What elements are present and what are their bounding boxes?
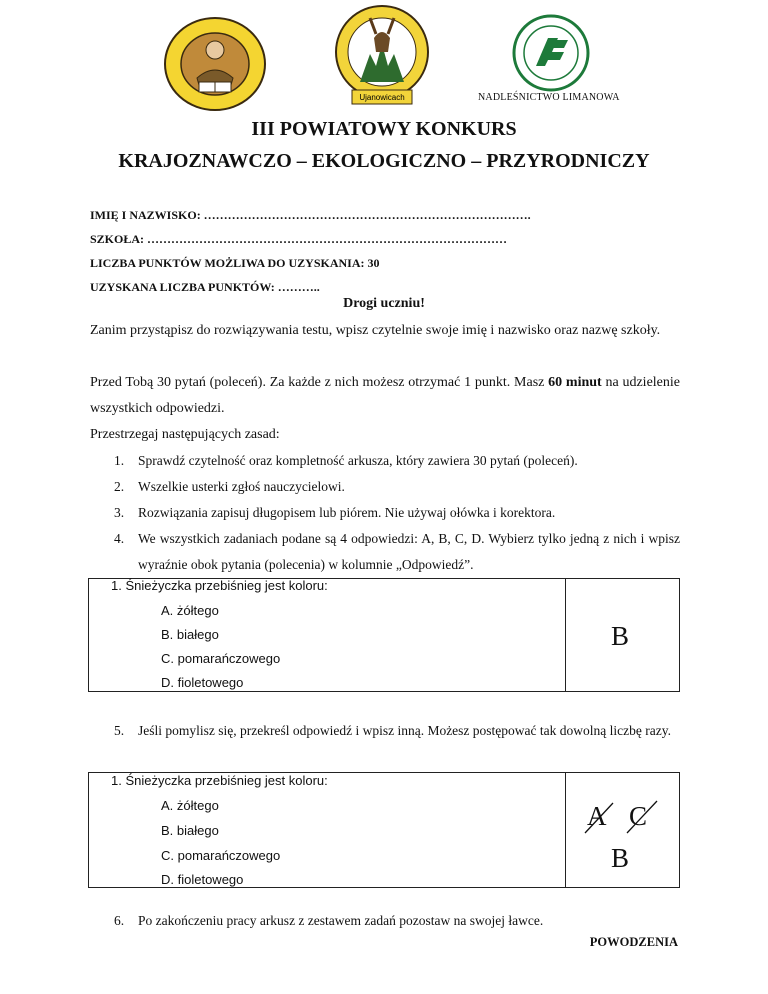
- intro-paragraph-1: Zanim przystąpisz do rozwiązywania testu, wpisz czytelnie swoje imię i nazwisko oraz nazwę szkoły.: [90, 323, 661, 338]
- intro-paragraph-3: Przestrzegaj następujących zasad:: [90, 427, 280, 442]
- example-box-1: [88, 578, 680, 692]
- example-1-question: 1. Śnieżyczka przebiśnieg jest koloru:: [111, 578, 328, 593]
- page-subtitle: KRAJOZNAWCZO – EKOLOGICZNO – PRZYRODNICZY: [118, 150, 650, 172]
- example-1-option-d: D. fioletowego: [161, 675, 244, 690]
- example-box-2: [88, 772, 680, 888]
- example-2-option-c: C. pomarańczowego: [161, 848, 281, 863]
- rule-5: 5. Jeśli pomylisz się, przekreśl odpowiedź i wpisz inną. Możesz postępować tak dowolną liczbę razy.: [114, 723, 671, 738]
- intro-paragraph-2: Przed Tobą 30 pytań (poleceń). Za każde z nich możesz otrzymać 1 punkt. Masz 60 minut na udzielenie wszystkich odpowiedzi.: [90, 375, 680, 416]
- greeting: Drogi uczniu!: [343, 296, 425, 311]
- example-2-question: 1. Śnieżyczka przebiśnieg jest koloru:: [111, 773, 328, 788]
- nadlesnictwo-label: NADLEŚNICTWO LIMANOWA: [478, 92, 620, 103]
- name-field: IMIĘ I NAZWISKO: ……………………………………………………………………….: [90, 208, 531, 222]
- example-1-option-c: C. pomarańczowego: [161, 651, 281, 666]
- example-2-option-a: A. żółtego: [161, 798, 219, 813]
- example-2-answer: B: [611, 843, 630, 873]
- hunting-banner-text: Ujanowicach: [359, 93, 405, 102]
- hunting-club-logo: [330, 4, 434, 108]
- example-1-option-a: A. żółtego: [161, 603, 219, 618]
- example-2-option-d: D. fioletowego: [161, 872, 244, 887]
- example-2-option-b: B. białego: [161, 823, 219, 838]
- example-1-answer: B: [611, 621, 630, 651]
- cross-marks: [583, 799, 663, 835]
- answer-column-divider: [565, 579, 566, 691]
- crossed-answer-c: C: [629, 801, 648, 831]
- answer-column-divider-2: [565, 773, 566, 887]
- example-1-option-b: B. białego: [161, 627, 219, 642]
- crossed-answer-a: A: [587, 801, 607, 831]
- school-field: SZKOŁA: ………………………………………………………………………………: [90, 232, 508, 246]
- earned-points-field: UZYSKANA LICZBA PUNKTÓW: ………..: [90, 280, 320, 294]
- school-logo: [163, 16, 267, 112]
- max-points-field: LICZBA PUNKTÓW MOŻLIWA DO UZYSKANIA: 30: [90, 256, 380, 270]
- closing-text: POWODZENIA: [589, 935, 678, 949]
- page-title: III POWIATOWY KONKURS: [251, 118, 517, 140]
- forest-logo: [508, 14, 594, 92]
